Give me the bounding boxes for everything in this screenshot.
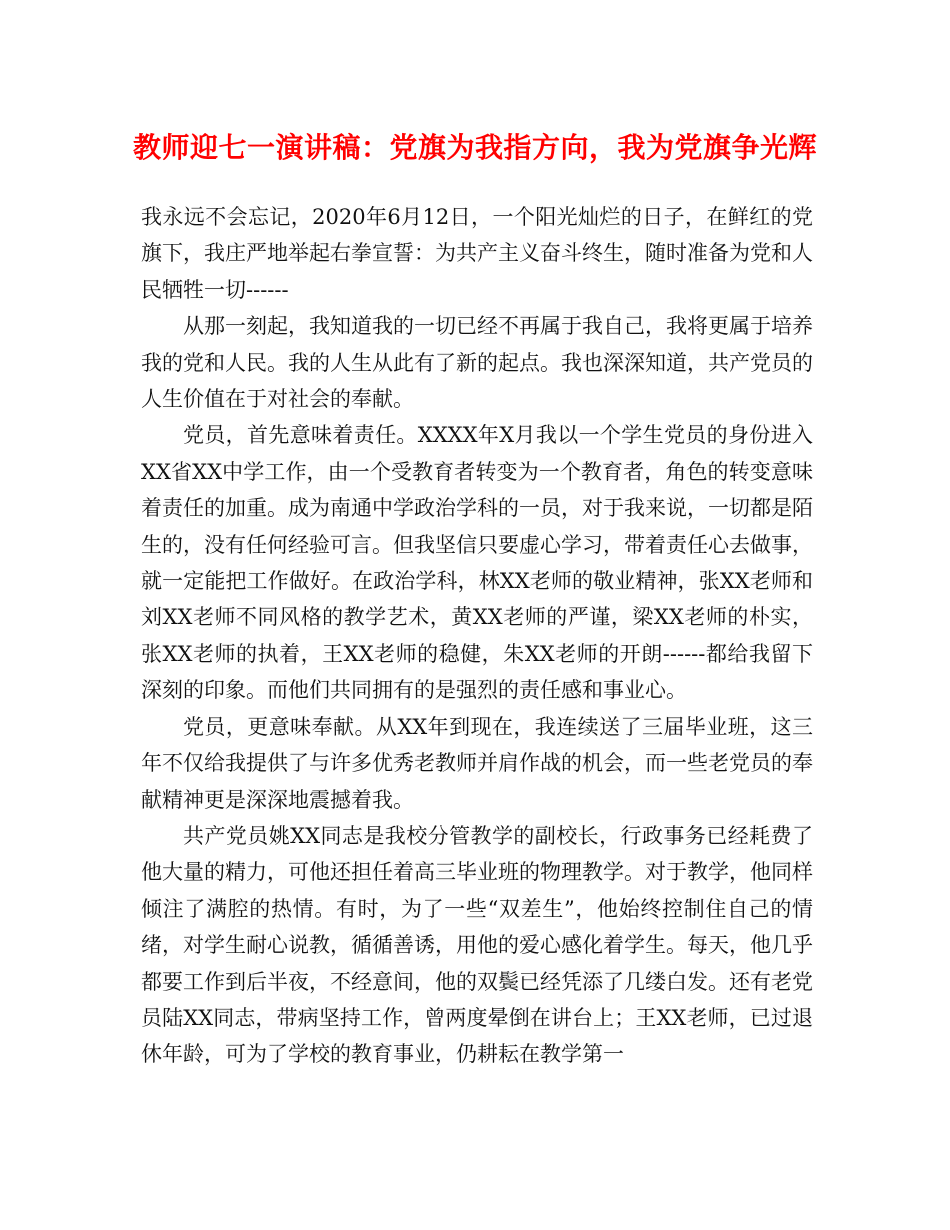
document-title: 教师迎七一演讲稿：党旗为我指方向，我为党旗争光辉 <box>132 131 817 164</box>
paragraph-2: 从那一刻起，我知道我的一切已经不再属于我自己，我将更属于培养我的党和人民。我的人生从此有了新的起点。我也深深知道，共产党员的人生价值在于对社会的奉献。 <box>141 314 813 412</box>
document-body <box>141 199 813 1073</box>
paragraph-5: 共产党员姚XX同志是我校分管教学的副校长，行政事务已经耗费了他大量的精力，可他还担任着高三毕业班的物理教学。对于教学，他同样倾注了满腔的热情。有时，为了一些“双差生”，他始终控制住自己的情绪，对学生耐心说教，循循善诱，用他的爱心感化着学生。每天，他几乎都要工作到后半夜，不经意间，他的双鬓已经凭添了几缕白发。还有老党员陆XX同志，带病坚持工作，曾两度晕倒在讲台上；王XX老师，已过退休年龄，可为了学校的教育事业，仍耕耘在教学第一 <box>141 823 813 1067</box>
paragraph-4: 党员，更意味奉献。从XX年到现在，我连续送了三届毕业班，这三年不仅给我提供了与许多优秀老教师并肩作战的机会，而一些老党员的奉献精神更是深深地震撼着我。 <box>141 714 813 812</box>
paragraph-3: 党员，首先意味着责任。XXXX年X月我以一个学生党员的身份进入XX省XX中学工作，由一个受教育者转变为一个教育者，角色的转变意味着责任的加重。成为南通中学政治学科的一员，对于我来说，一切都是陌生的，没有任何经验可言。但我坚信只要虚心学习，带着责任心去做事，就一定能把工作做好。在政治学科，林XX老师的敬业精神，张XX老师和刘XX老师不同风格的教学艺术，黄XX老师的严谨，梁XX老师的朴实，张XX老师的执着，王XX老师的稳健，朱XX老师的开朗------都给我留下深刻的印象。而他们共同拥有的是强烈的责任感和事业心。 <box>141 423 813 703</box>
paragraph-1: 我永远不会忘记，2020年6月12日，一个阳光灿烂的日子，在鲜红的党旗下，我庄严地举起右拳宣誓：为共产主义奋斗终生，随时准备为党和人民牺牲一切------ <box>141 205 813 302</box>
